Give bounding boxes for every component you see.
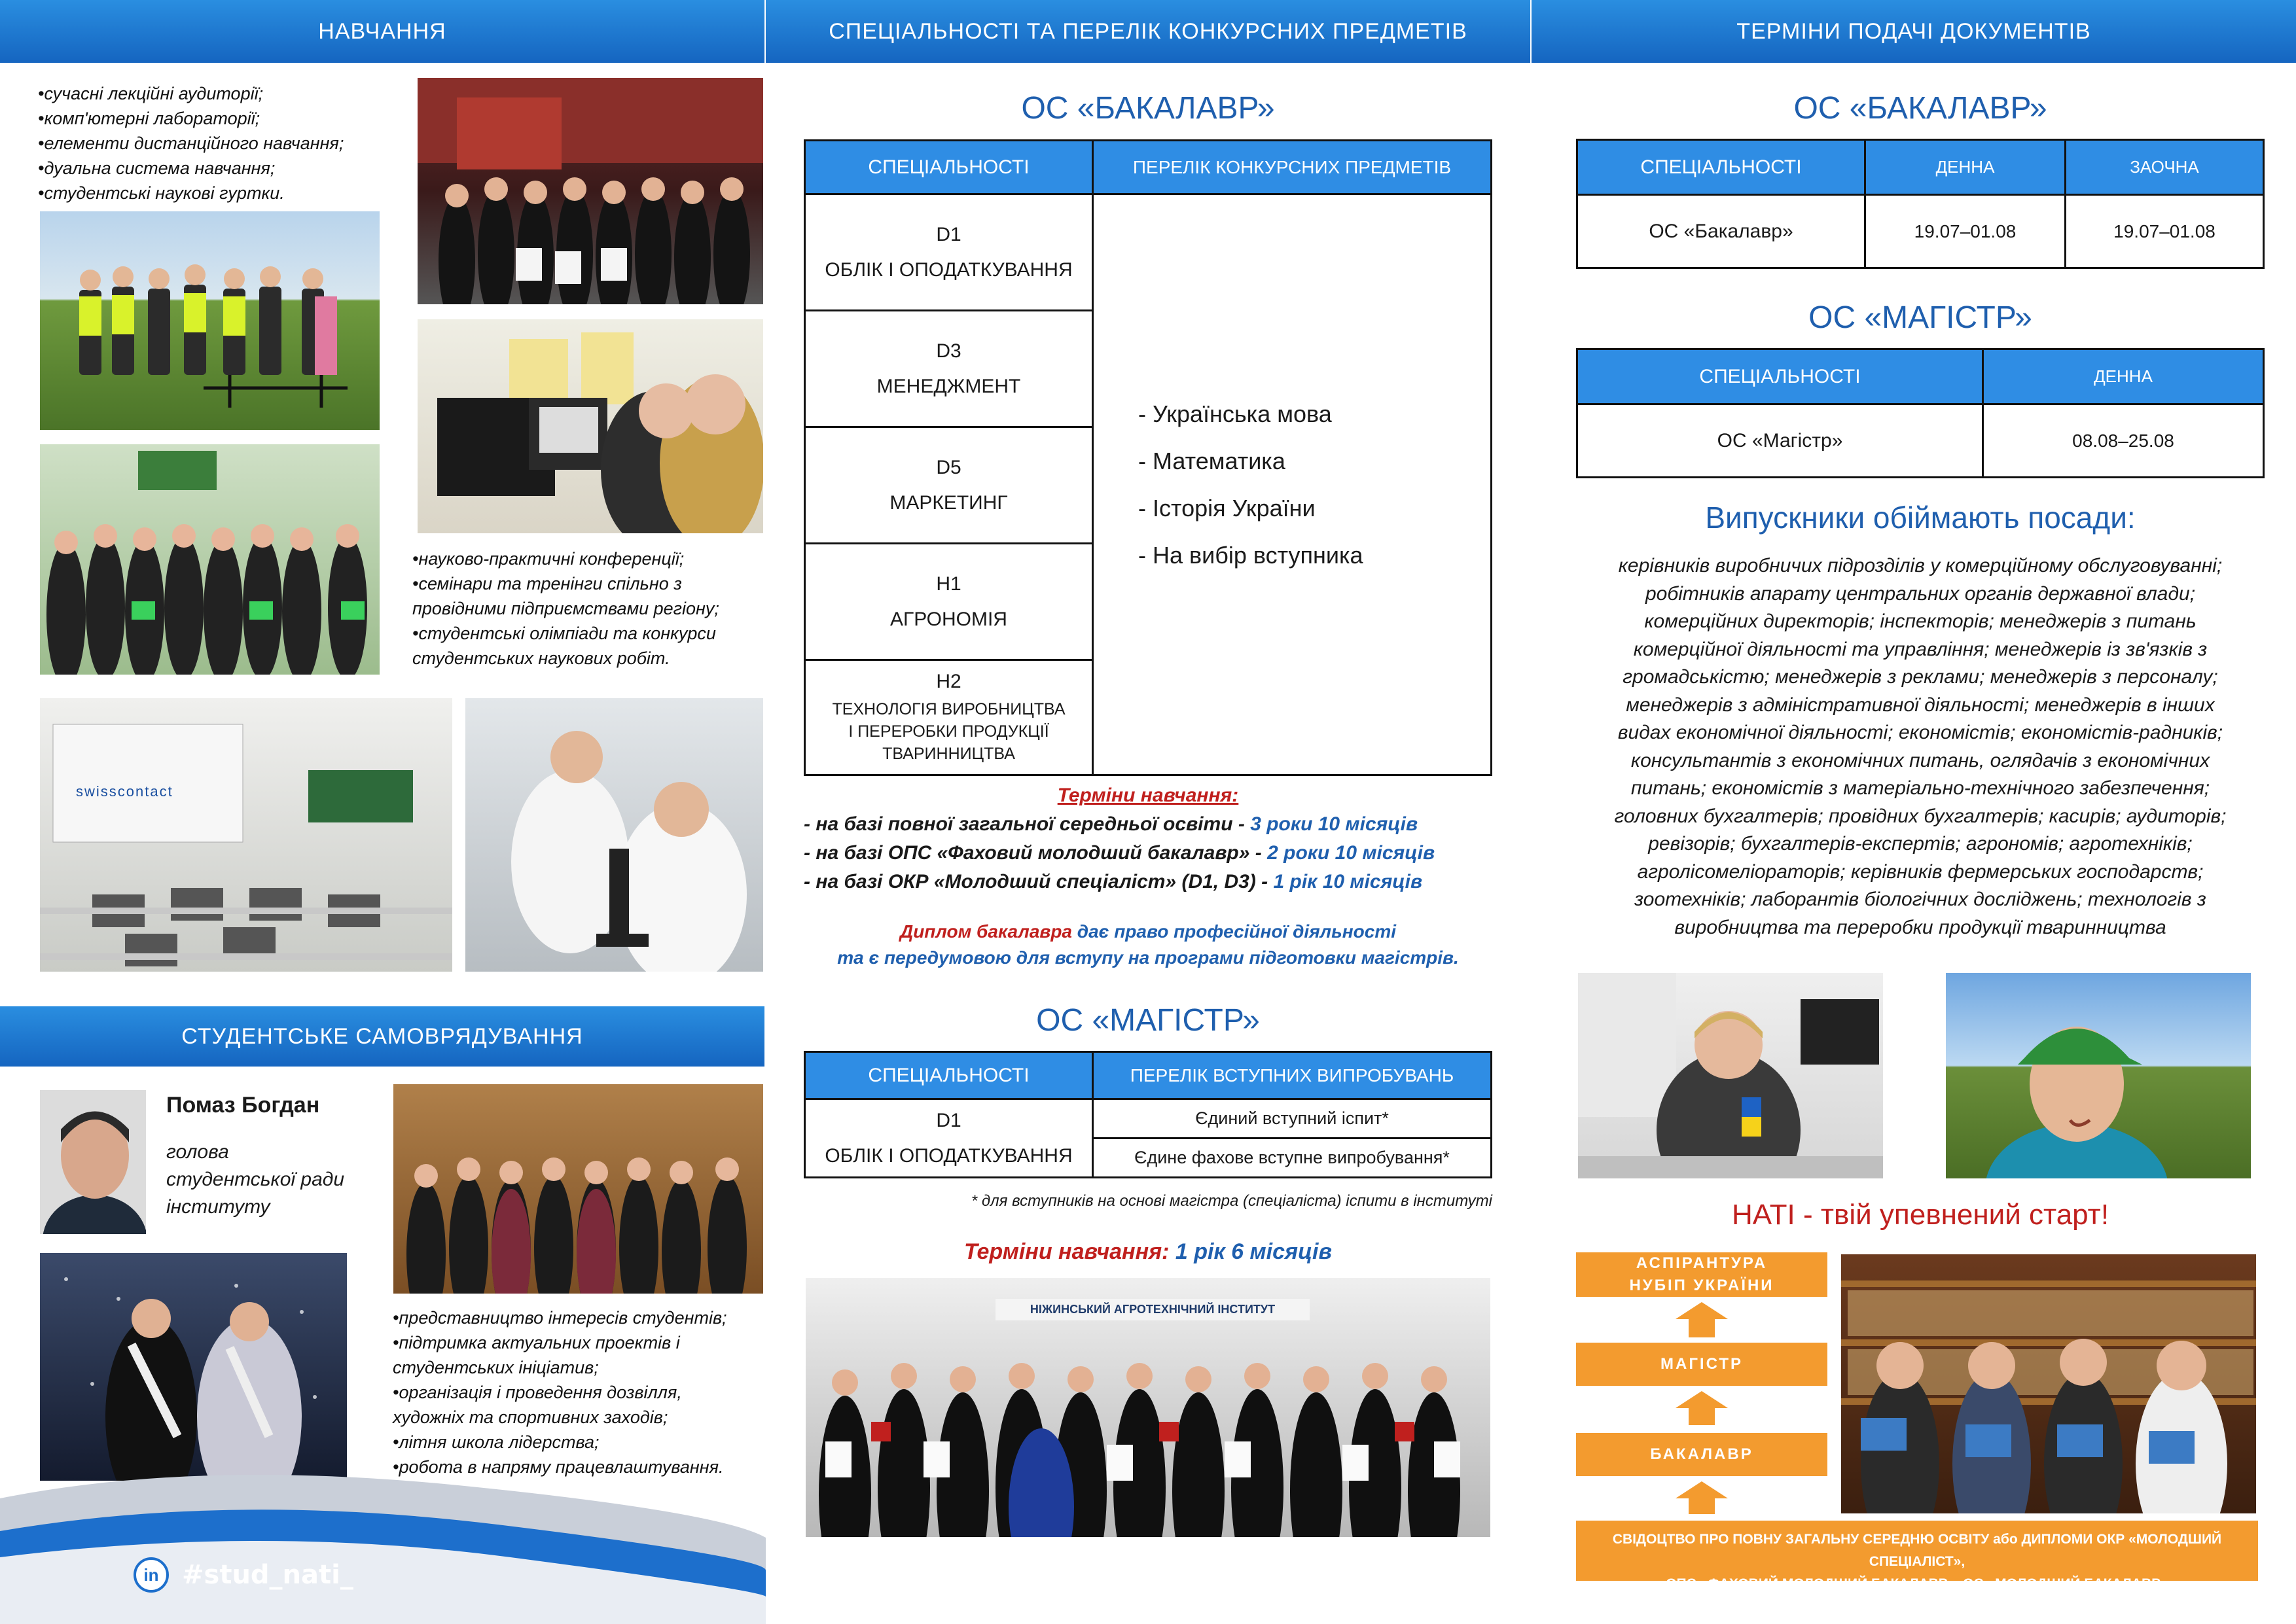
master-terms xyxy=(804,1239,1492,1265)
photo-office xyxy=(1576,971,1885,1180)
bullet: провідними підприємствами регіону; xyxy=(412,599,719,618)
spec-code: D5 xyxy=(936,456,961,478)
photo-exhibition xyxy=(416,76,765,306)
term-line xyxy=(804,810,1492,839)
spec-name: МАРКЕТИНГ xyxy=(889,491,1008,514)
col-exams: ПЕРЕЛІК ВСТУПНИХ ВИПРОБУВАНЬ xyxy=(1093,1052,1492,1099)
photo-group-classroom xyxy=(38,442,382,677)
bullet: художніх та спортивних заходів; xyxy=(393,1407,668,1427)
master-footnote: * для вступників на основі магістра (спеціаліста) іспити в інституті xyxy=(971,1192,1492,1210)
graduate-line: видах економічної діяльності; економістів; економістів-радників; xyxy=(1617,722,2223,743)
deadlines-master-title: ОС «МАГІСТР» xyxy=(1808,300,2032,335)
header-deadlines xyxy=(1532,0,2296,63)
arrow-up-icon xyxy=(1676,1391,1728,1408)
terms-title: Терміни навчання: xyxy=(1057,785,1239,806)
nati-footer xyxy=(1576,1521,2258,1591)
subject: - Українська мова xyxy=(1138,400,1332,427)
graduate-line: комерційної діяльності та управління; менеджерів із зв'язків з xyxy=(1633,638,2208,660)
spec-name: ОБЛІК І ОПОДАТКУВАННЯ xyxy=(825,258,1073,281)
role-line: голова xyxy=(166,1141,229,1163)
microscope-illustration xyxy=(465,698,765,974)
graduate-line: ревізорів; бухгалтерів-експертів; агрономів; агротехніків; xyxy=(1648,833,2193,855)
cell-day-dates: 08.08–25.08 xyxy=(1983,404,2264,478)
miss-mister-illustration xyxy=(40,1253,349,1483)
master-title: ОС «МАГІСТР» xyxy=(1036,1003,1260,1038)
photo-library xyxy=(1839,1252,2258,1515)
step-bachelor xyxy=(1576,1433,1827,1476)
arrow-up-icon xyxy=(1676,1481,1728,1498)
graduate-line: комерційних директорів; інспекторів; менеджерів з питань xyxy=(1644,610,2197,632)
col-day: ДЕННА xyxy=(1983,349,2264,404)
col-specialties: СПЕЦІАЛЬНОСТІ xyxy=(1577,140,1865,195)
field-drone-illustration xyxy=(40,211,382,432)
cell-program: ОС «Бакалавр» xyxy=(1577,195,1865,268)
spec-d3 xyxy=(805,311,1093,427)
step-master xyxy=(1576,1343,1827,1386)
portrait-illustration xyxy=(40,1090,148,1236)
study-bullets-mid xyxy=(412,546,779,671)
photo-field-selfie xyxy=(1944,971,2253,1180)
deadlines-bachelor-table xyxy=(1576,139,2265,269)
term-text: - на базі ОПС «Фаховий молодший бакалавр» - xyxy=(804,842,1268,864)
bullet: •комп'ютерні лабораторії; xyxy=(38,109,260,128)
diploma-red: Диплом бакалавра xyxy=(899,921,1072,942)
term-line xyxy=(804,868,1492,896)
bachelor-title: ОС «БАКАЛАВР» xyxy=(1021,91,1275,126)
graduate-line: консультантів з економічних питань, оглядачів з економічних xyxy=(1630,749,2210,771)
photo-graduation xyxy=(804,1276,1492,1539)
spec-name: АГРОНОМІЯ xyxy=(890,608,1007,630)
deadlines-master-table xyxy=(1576,348,2265,478)
header-deadlines-label: ТЕРМІНИ ПОДАЧІ ДОКУМЕНТІВ xyxy=(1736,18,2091,44)
graduate-line: робітників апарату центральних органів державної влади; xyxy=(1645,582,2196,605)
term-value: 3 роки 10 місяців xyxy=(1250,813,1418,835)
graduate-line: виробництва та переробки продукції тваринництва xyxy=(1674,916,2166,938)
graduates-title: Випускники обіймають посади: xyxy=(1705,501,2136,535)
col-specialties: СПЕЦІАЛЬНОСТІ xyxy=(805,141,1093,194)
term-line xyxy=(804,839,1492,868)
bullet: •сучасні лекційні аудиторії; xyxy=(38,84,264,103)
institute-banner: НІЖИНСЬКИЙ АГРОТЕХНІЧНИЙ ІНСТИТУТ xyxy=(996,1299,1310,1320)
footer-wave xyxy=(0,1459,766,1624)
graduate-line: агролісомеліораторів; керівників фермерських господарств; xyxy=(1637,860,2204,883)
header-self-gov-label: СТУДЕНТСЬКЕ САМОВРЯДУВАННЯ xyxy=(181,1023,583,1049)
photo-field-drone xyxy=(38,209,382,432)
lecture-hall-illustration xyxy=(40,698,454,974)
graduate-line: керівників виробничих підрозділів у комерційному обслуговуванні; xyxy=(1618,555,2223,576)
spec-code: D1 xyxy=(936,223,961,245)
step-label: АСПІРАНТУРА НУБІП УКРАЇНИ xyxy=(1629,1254,1774,1294)
study-bullets-top xyxy=(38,81,404,205)
subject: - Історія України xyxy=(1138,494,1316,521)
hashtag[interactable]: #stud_nati_ xyxy=(182,1560,353,1590)
graduate-line: головних бухгалтерів; провідних бухгалтерів; касирів; аудиторів; xyxy=(1614,805,2227,827)
footer-line: СВІДОЦТВО ПРО ПОВНУ ЗАГАЛЬНУ СЕРЕДНЮ ОСВІТУ або ДИПЛОМИ ОКР «МОЛОДШИЙ СПЕЦІАЛІСТ», xyxy=(1612,1532,2222,1569)
master-terms-label: Терміни навчання: xyxy=(963,1239,1170,1264)
graduates-list xyxy=(1576,552,2265,942)
bullet: •студентські олімпіади та конкурси xyxy=(412,624,716,643)
diploma-rest-2: та є передумовою для вступу на програми підготовки магістрів. xyxy=(837,947,1459,968)
library-illustration xyxy=(1841,1254,2258,1515)
bullet: •елементи дистанційного навчання; xyxy=(38,133,344,153)
cell-program: ОС «Магістр» xyxy=(1577,404,1983,478)
photo-council-group xyxy=(391,1082,765,1296)
diploma-rest-1: дає право професійної діяльності xyxy=(1072,921,1396,942)
field-selfie-illustration xyxy=(1946,973,2253,1180)
graduate-line: менеджерів з адміністративної діяльності; менеджерів в інших xyxy=(1626,694,2215,716)
nati-slogan: НАТІ - твій упевнений старт! xyxy=(1731,1199,2109,1231)
photo-computer-class xyxy=(416,317,765,535)
exam-1: Єдиний вступний іспит* xyxy=(1093,1099,1492,1139)
bullet: •представництво інтересів студентів; xyxy=(393,1308,727,1328)
spec-code: D3 xyxy=(936,340,961,362)
arrow-up-stem xyxy=(1689,1408,1715,1425)
spec-code: D1 xyxy=(936,1109,961,1131)
graduate-line: зоотехніків; лаборантів біологічних досліджень; технологів з xyxy=(1634,889,2206,910)
spec-h2 xyxy=(805,660,1093,775)
bullet: •підтримка актуальних проектів і xyxy=(393,1333,680,1352)
bullet: •організація і проведення дозвілля, xyxy=(393,1383,682,1402)
spec-d5 xyxy=(805,427,1093,544)
step-label: БАКАЛАВР xyxy=(1650,1445,1753,1463)
photo-microscope xyxy=(463,696,765,974)
bullet: •літня школа лідерства; xyxy=(393,1432,600,1452)
bullet: •студентські наукові гуртки. xyxy=(38,183,285,203)
photo-lecture-hall xyxy=(38,696,454,974)
bachelor-table xyxy=(804,139,1492,776)
diploma-line-1 xyxy=(804,919,1492,945)
term-text: - на базі повної загальної середньої освіти - xyxy=(804,813,1251,835)
header-study-label: НАВЧАННЯ xyxy=(318,18,446,44)
bullet: •семінари та тренінги спільно з xyxy=(412,574,682,593)
col-extramural: ЗАОЧНА xyxy=(2066,140,2264,195)
computer-class-illustration xyxy=(418,319,765,535)
student-name: Помаз Богдан xyxy=(166,1093,320,1118)
exhibition-illustration xyxy=(418,78,765,306)
header-specialties xyxy=(766,0,1530,63)
spec-code: H1 xyxy=(936,573,961,595)
col-subjects: ПЕРЕЛІК КОНКУРСНИХ ПРЕДМЕТІВ xyxy=(1093,141,1492,194)
bullet: студентських наукових робіт. xyxy=(412,648,670,668)
bachelor-terms xyxy=(804,781,1492,896)
student-role xyxy=(166,1139,344,1221)
term-text: - на базі ОКР «Молодший спеціаліст» (D1, D3) - xyxy=(804,871,1274,892)
diploma-note xyxy=(804,919,1492,971)
spec-code: H2 xyxy=(936,670,961,692)
step-label: МАГІСТР xyxy=(1660,1355,1743,1373)
cell-extramural-dates: 19.07–01.08 xyxy=(2066,195,2264,268)
master-terms-value: 1 рік 6 місяців xyxy=(1169,1239,1333,1264)
arrow-up-stem xyxy=(1689,1498,1715,1514)
bullet: •робота в напряму працевлаштування. xyxy=(393,1457,724,1477)
col-specialties: СПЕЦІАЛЬНОСТІ xyxy=(1577,349,1983,404)
subject: - Математика xyxy=(1138,447,1285,474)
photo-miss-mister xyxy=(38,1251,349,1483)
exam-2: Єдине фахове вступне випробування* xyxy=(1093,1139,1492,1178)
avatar xyxy=(38,1088,148,1236)
header-self-gov xyxy=(0,1006,764,1067)
office-illustration xyxy=(1578,973,1885,1180)
role-line: студентської ради xyxy=(166,1169,345,1190)
spec-name: ТЕХНОЛОГІЯ ВИРОБНИЦТВА І ПЕРЕРОБКИ ПРОДУКЦІЇ ТВАРИННИЦТВА xyxy=(832,699,1066,763)
bullet: •науково-практичні конференції; xyxy=(412,549,685,569)
col-day: ДЕННА xyxy=(1865,140,2066,195)
role-line: інституту xyxy=(166,1196,270,1218)
council-group-illustration xyxy=(393,1084,765,1296)
arrow-up-stem xyxy=(1689,1319,1715,1337)
bullet: студентських ініціатив; xyxy=(393,1358,599,1377)
master-table xyxy=(804,1051,1492,1178)
term-value: 2 роки 10 місяців xyxy=(1267,842,1435,864)
linkedin-icon[interactable] xyxy=(134,1557,169,1593)
master-spec-d1 xyxy=(805,1099,1093,1178)
term-value: 1 рік 10 місяців xyxy=(1273,871,1423,892)
header-study xyxy=(0,0,764,63)
subjects-cell xyxy=(1093,194,1492,775)
self-gov-bullets xyxy=(393,1305,772,1479)
spec-d1 xyxy=(805,194,1093,311)
deadlines-bachelor-title: ОС «БАКАЛАВР» xyxy=(1793,91,2047,126)
step-phd xyxy=(1576,1252,1827,1297)
graduate-line: питань; економістів з матеріально-технічного забезпечення; xyxy=(1630,777,2210,799)
spec-h1 xyxy=(805,544,1093,660)
footer-line: ОПС «ФАХОВИЙ МОЛОДШИЙ БАКАЛАВР», ОС «МОЛОДШИЙ БАКАЛАВР» xyxy=(1666,1576,2168,1591)
linkedin-label: in xyxy=(143,1564,159,1585)
cell-day-dates: 19.07–01.08 xyxy=(1865,195,2066,268)
spec-name: ОБЛІК І ОПОДАТКУВАННЯ xyxy=(825,1144,1073,1167)
swisscontact-label: swisscontact xyxy=(76,783,173,800)
group-classroom-illustration xyxy=(40,444,382,677)
header-specialties-label: СПЕЦІАЛЬНОСТІ ТА ПЕРЕЛІК КОНКУРСНИХ ПРЕДМЕТІВ xyxy=(829,18,1467,44)
bullet: •дуальна система навчання; xyxy=(38,158,276,178)
arrow-up-icon xyxy=(1676,1302,1728,1319)
subject: - На вибір вступника xyxy=(1138,541,1363,569)
col-specialties: СПЕЦІАЛЬНОСТІ xyxy=(805,1052,1093,1099)
graduate-line: громадськістю; менеджерів з реклами; менеджерів з персоналу; xyxy=(1623,666,2218,688)
spec-name: МЕНЕДЖМЕНТ xyxy=(876,375,1021,397)
